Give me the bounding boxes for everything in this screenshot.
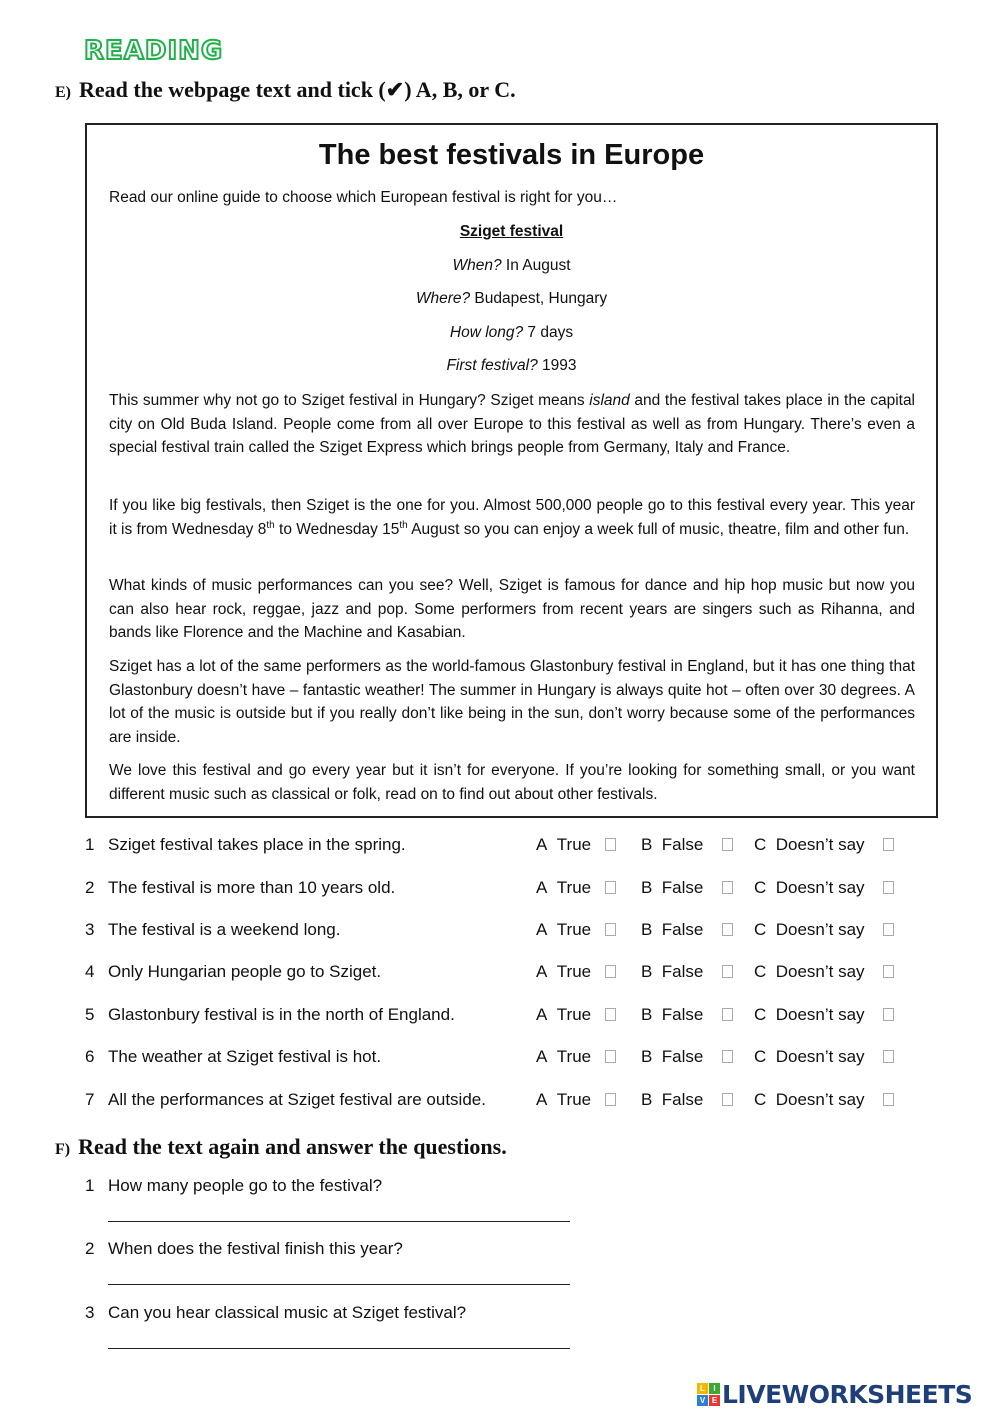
statement-text: All the performances at Sziget festival are outside. <box>108 1090 486 1109</box>
option-b-label: False <box>661 920 704 939</box>
option-a-letter: A <box>536 962 548 981</box>
checkbox-false[interactable] <box>722 1050 733 1063</box>
statement-row-part <box>536 878 616 898</box>
checkbox-false[interactable] <box>722 881 733 894</box>
question-text: Can you hear classical music at Sziget festival? <box>108 1303 467 1322</box>
option-b-label: False <box>661 1090 704 1109</box>
option-b-letter: B <box>641 835 653 854</box>
option-a-label: True <box>556 1047 592 1066</box>
statement-row-part <box>641 1047 733 1067</box>
question-text: How many people go to the festival? <box>108 1176 383 1195</box>
article-intro: Read our online guide to choose which European festival is right for you… <box>109 189 618 206</box>
paragraph-5: We love this festival and go every year but it isn’t for everyone. If you’re looking for something small, or you want different music such as classical or folk, read on to find out about other festivals. <box>109 762 915 803</box>
statement-row-part <box>108 962 381 982</box>
statement-text: Glastonbury festival is in the north of England. <box>108 1005 455 1024</box>
option-a-letter: A <box>536 1090 548 1109</box>
statement-row-part <box>108 920 340 940</box>
text: August so you can enjoy a week full of music, theatre, film and other fun. <box>407 520 910 538</box>
article-title: The best festivals in Europe <box>318 139 705 171</box>
checkbox-doesnt-say[interactable] <box>883 1008 894 1021</box>
checkbox-true[interactable] <box>605 881 616 894</box>
reading-logo: READING <box>84 36 224 66</box>
option-a-label: True <box>556 1090 592 1109</box>
option-a-letter: A <box>536 1047 548 1066</box>
checkbox-true[interactable] <box>605 1093 616 1106</box>
checkbox-true[interactable] <box>605 838 616 851</box>
fact-answer: In August <box>501 257 571 274</box>
statement-row-part <box>641 878 733 898</box>
badge-letter: E <box>709 1395 720 1406</box>
statement-row-part <box>108 1090 486 1110</box>
italic-word: island <box>589 392 630 409</box>
paragraph-4: Sziget has a lot of the same performers as the world-famous Glastonbury festival in England, but it has one thing that Glastonbury doesn’t have – fantastic weather! The summer in Hungary is always quite hot – often over 30 degrees. A lot of the music is outside but if you really don’t like being in the sun, don’t worry because some of the performances are inside. <box>109 658 915 746</box>
brand-name: LIVEWORKSHEETS <box>722 1380 973 1409</box>
option-c-label: Doesn’t say <box>775 962 865 981</box>
statement-row-part <box>641 1005 733 1025</box>
statement-number: 4 <box>85 962 95 981</box>
badge-letter: L <box>697 1383 708 1394</box>
live-badge-icon <box>697 1383 720 1406</box>
section-label: F) <box>55 1141 71 1158</box>
section-instruction: Read the webpage text and tick (✔) A, B, or C. <box>79 77 516 102</box>
option-a-letter: A <box>536 878 548 897</box>
question-number: 1 <box>85 1176 95 1195</box>
statement-row-part <box>536 1047 616 1067</box>
text: and the festival takes place in the capital city on Old Buda Island. People come from all over Europe to this festival as well as from Hungary. There’s even a special festival train called the Sziget Express which brings people from Germany, Italy and France. <box>109 392 916 456</box>
question-number: 2 <box>85 1239 95 1258</box>
option-c-label: Doesn’t say <box>775 920 865 939</box>
answer-line[interactable] <box>108 1348 570 1349</box>
fact-answer: 1993 <box>537 357 577 374</box>
option-c-letter: C <box>754 1047 767 1066</box>
fact-question: When? <box>452 257 502 274</box>
option-b-letter: B <box>641 1005 653 1024</box>
paragraph-1 <box>109 389 915 460</box>
checkbox-doesnt-say[interactable] <box>883 1093 894 1106</box>
statement-row-part <box>85 1047 94 1067</box>
statement-row-part <box>85 878 94 898</box>
statement-row-part <box>85 920 94 940</box>
option-a-letter: A <box>536 1005 548 1024</box>
statement-row-part <box>108 835 406 855</box>
option-c-letter: C <box>754 878 767 897</box>
option-a-label: True <box>556 1005 592 1024</box>
fact-how-long <box>87 324 936 342</box>
option-c-label: Doesn’t say <box>775 878 865 897</box>
option-b-label: False <box>661 962 704 981</box>
checkbox-doesnt-say[interactable] <box>883 1050 894 1063</box>
question-text: When does the festival finish this year? <box>108 1239 403 1258</box>
option-c-letter: C <box>754 962 767 981</box>
statement-row-part <box>754 1090 894 1110</box>
checkbox-true[interactable] <box>605 1008 616 1021</box>
checkbox-true[interactable] <box>605 965 616 978</box>
option-a-label: True <box>556 878 592 897</box>
statement-row-part <box>108 1005 455 1025</box>
option-b-label: False <box>661 878 704 897</box>
option-a-letter: A <box>536 835 548 854</box>
statement-row-part <box>641 1090 733 1110</box>
option-c-label: Doesn’t say <box>775 1005 865 1024</box>
statement-row-part <box>85 1090 94 1110</box>
fact-question: How long? <box>449 324 524 341</box>
checkbox-true[interactable] <box>605 1050 616 1063</box>
festival-name: Sziget festival <box>459 223 564 240</box>
statement-number: 2 <box>85 878 95 897</box>
option-a-label: True <box>556 835 592 854</box>
article-box <box>85 123 938 818</box>
statement-row-part <box>754 962 894 982</box>
checkbox-false[interactable] <box>722 1093 733 1106</box>
checkbox-false[interactable] <box>722 965 733 978</box>
option-c-label: Doesn’t say <box>775 1090 865 1109</box>
question-number: 3 <box>85 1303 95 1322</box>
statement-number: 5 <box>85 1005 95 1024</box>
statement-row-part <box>85 835 94 855</box>
option-b-label: False <box>661 835 704 854</box>
option-b-letter: B <box>641 1047 653 1066</box>
statement-row-part <box>754 835 894 855</box>
option-c-letter: C <box>754 1090 767 1109</box>
fact-answer: 7 days <box>523 324 574 341</box>
statement-text: The festival is a weekend long. <box>108 920 341 939</box>
statement-row-part <box>536 920 616 940</box>
badge-letter: V <box>697 1395 708 1406</box>
statement-row-part <box>85 1005 94 1025</box>
checkbox-true[interactable] <box>605 923 616 936</box>
statement-row-part <box>536 835 616 855</box>
statement-row-part <box>85 962 94 982</box>
text: This summer why not go to Sziget festival in Hungary? Sziget means <box>109 392 590 409</box>
option-b-label: False <box>661 1005 704 1024</box>
statement-row-part <box>754 920 894 940</box>
statement-number: 1 <box>85 835 95 854</box>
paragraph-2 <box>109 494 915 541</box>
statement-row-part <box>754 1047 894 1067</box>
checkbox-doesnt-say[interactable] <box>883 923 894 936</box>
checkbox-false[interactable] <box>722 923 733 936</box>
option-c-label: Doesn’t say <box>775 835 865 854</box>
statement-row-part <box>108 878 395 898</box>
statement-row-part <box>641 962 733 982</box>
checkbox-doesnt-say[interactable] <box>883 965 894 978</box>
statement-number: 3 <box>85 920 95 939</box>
statement-number: 6 <box>85 1047 95 1066</box>
statement-row-part <box>754 878 894 898</box>
fact-when <box>87 257 936 275</box>
checkbox-doesnt-say[interactable] <box>883 838 894 851</box>
checkbox-doesnt-say[interactable] <box>883 881 894 894</box>
section-instruction: Read the text again and answer the questions. <box>78 1134 507 1159</box>
statement-row-part <box>536 962 616 982</box>
checkbox-false[interactable] <box>722 838 733 851</box>
statement-row-part <box>536 1005 616 1025</box>
section-f-heading <box>55 1134 507 1160</box>
section-e-heading <box>55 77 516 103</box>
superscript: th <box>266 519 275 531</box>
statement-row-part <box>641 835 733 855</box>
option-c-letter: C <box>754 835 767 854</box>
option-a-label: True <box>556 962 592 981</box>
statement-row-part <box>641 920 733 940</box>
checkbox-false[interactable] <box>722 1008 733 1021</box>
statement-row-part <box>108 1047 381 1067</box>
option-b-letter: B <box>641 878 653 897</box>
fact-where <box>87 290 936 308</box>
answer-line[interactable] <box>108 1221 570 1222</box>
superscript: th <box>399 519 408 531</box>
statement-text: Only Hungarian people go to Sziget. <box>108 962 382 981</box>
statement-row-part <box>536 1090 616 1110</box>
badge-letter: I <box>709 1383 720 1394</box>
option-b-letter: B <box>641 920 653 939</box>
text: to Wednesday 15 <box>274 520 400 538</box>
fact-question: First festival? <box>446 357 538 374</box>
answer-line[interactable] <box>108 1284 570 1285</box>
fact-answer: Budapest, Hungary <box>470 290 608 307</box>
option-b-label: False <box>661 1047 704 1066</box>
fact-first <box>87 357 936 375</box>
statement-row-part <box>754 1005 894 1025</box>
fact-question: Where? <box>415 290 471 307</box>
option-a-label: True <box>556 920 592 939</box>
option-c-label: Doesn’t say <box>775 1047 865 1066</box>
statement-text: The festival is more than 10 years old. <box>108 878 396 897</box>
option-c-letter: C <box>754 1005 767 1024</box>
option-a-letter: A <box>536 920 548 939</box>
option-c-letter: C <box>754 920 767 939</box>
text: If you like big festivals, then Sziget is the one for you. Almost 500,000 people go to this festival every year. This year it is from Wednesday 8 <box>109 497 915 538</box>
option-b-letter: B <box>641 1090 653 1109</box>
statement-text: Sziget festival takes place in the spring. <box>108 835 406 854</box>
paragraph-3: What kinds of music performances can you see? Well, Sziget is famous for dance and hip hop music but now you can also hear rock, reggae, jazz and pop. Some performers from recent years are singers such as Rihanna, and bands like Florence and the Machine and Kasabian. <box>109 577 915 641</box>
statement-text: The weather at Sziget festival is hot. <box>108 1047 382 1066</box>
statement-number: 7 <box>85 1090 95 1109</box>
section-label: E) <box>55 84 71 101</box>
liveworksheets-logo <box>697 1380 972 1409</box>
option-b-letter: B <box>641 962 653 981</box>
